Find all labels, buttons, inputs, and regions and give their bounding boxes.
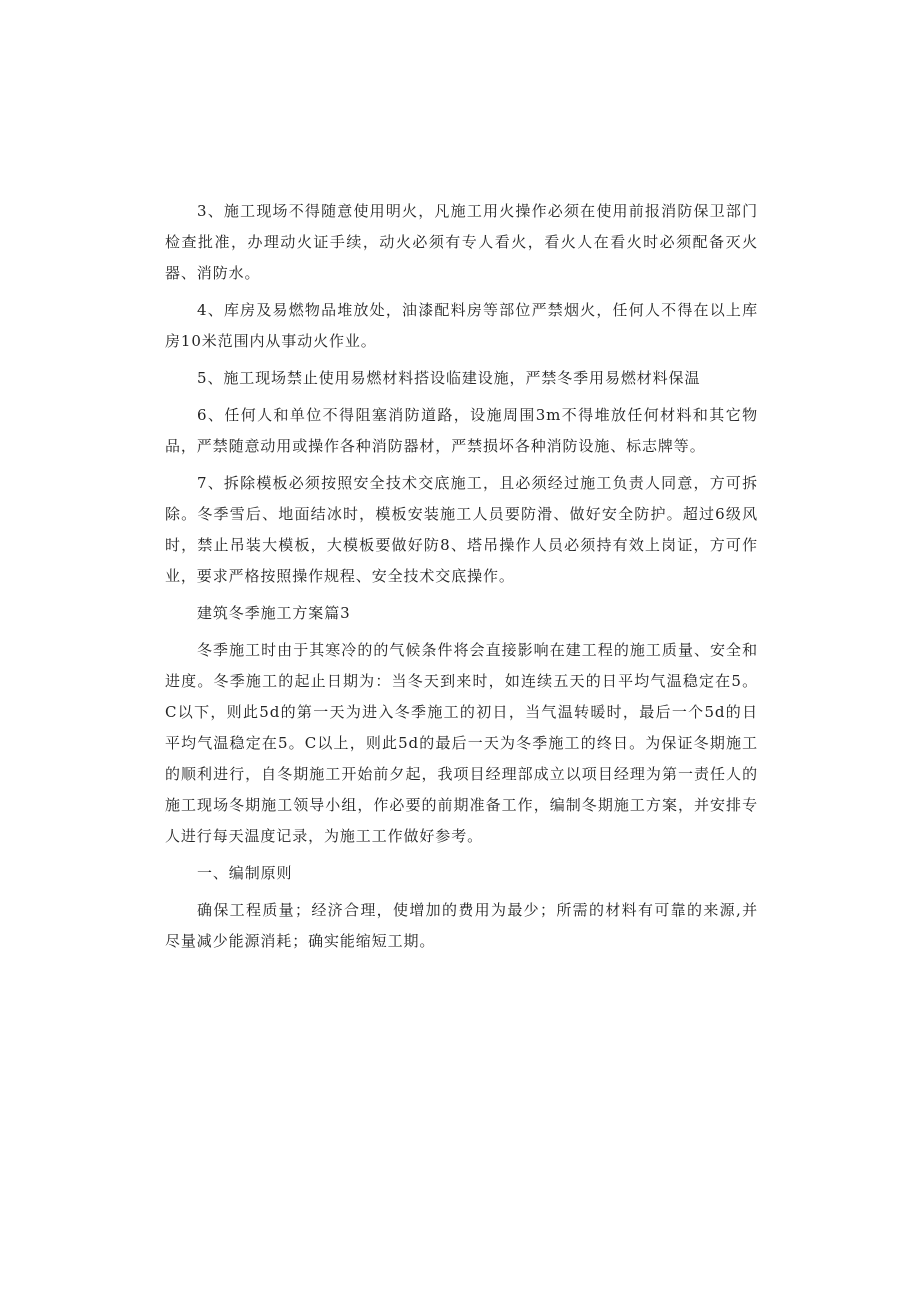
document-page xyxy=(165,196,758,963)
paragraph-item-4: 4、库房及易燃物品堆放处，油漆配料房等部位严禁烟火，任何人不得在以上库房10米范围内从事动火作业。 xyxy=(165,301,758,350)
principle-paragraph: 确保工程质量；经济合理，使增加的费用为最少；所需的材料有可靠的来源,并尽量减少能源消耗；确实能缩短工期。 xyxy=(165,901,758,950)
paragraph-item-7: 7、拆除模板必须按照安全技术交底施工，且必须经过施工负责人同意，方可拆除。冬季雪后、地面结冰时，模板安装施工人员要防滑、做好安全防护。超过6级风时，禁止吊装大模板，大模板要做好防8、塔吊操作人员必须持有效上岗证，方可作业，要求严格按照操作规程、安全技术交底操作。 xyxy=(165,474,758,585)
paragraph-item-5: 5、施工现场禁止使用易燃材料搭设临建设施，严禁冬季用易燃材料保温 xyxy=(197,369,701,387)
subheading-principles: 一、编制原则 xyxy=(197,864,293,882)
paragraph-item-3: 3、施工现场不得随意使用明火，凡施工用火操作必须在使用前报消防保卫部门检查批准，办理动火证手续，动火必须有专人看火，看火人在看火时必须配备灭火器、消防水。 xyxy=(165,202,758,282)
intro-paragraph: 冬季施工时由于其寒冷的的气候条件将会直接影响在建工程的施工质量、安全和进度。冬季施工的起止日期为：当冬天到来时，如连续五天的日平均气温稳定在5。C以下，则此5d的第一天为进入冬季施工的初日，当气温转暖时，最后一个5d的日平均气温稳定在5。C以上，则此5d的最后一天为冬季施工的终日。为保证冬期施工的顺利进行，自冬期施工开始前夕起，我项目经理部成立以项目经理为第一责任人的施工现场冬期施工领导小组，作必要的前期准备工作，编制冬期施工方案，并安排专人进行每天温度记录，为施工工作做好参考。 xyxy=(165,641,758,845)
paragraph-item-6: 6、任何人和单位不得阻塞消防道路，设施周围3m不得堆放任何材料和其它物品，严禁随意动用或操作各种消防器材，严禁损坏各种消防设施、标志牌等。 xyxy=(165,406,758,455)
section-title: 建筑冬季施工方案篇3 xyxy=(197,604,351,622)
